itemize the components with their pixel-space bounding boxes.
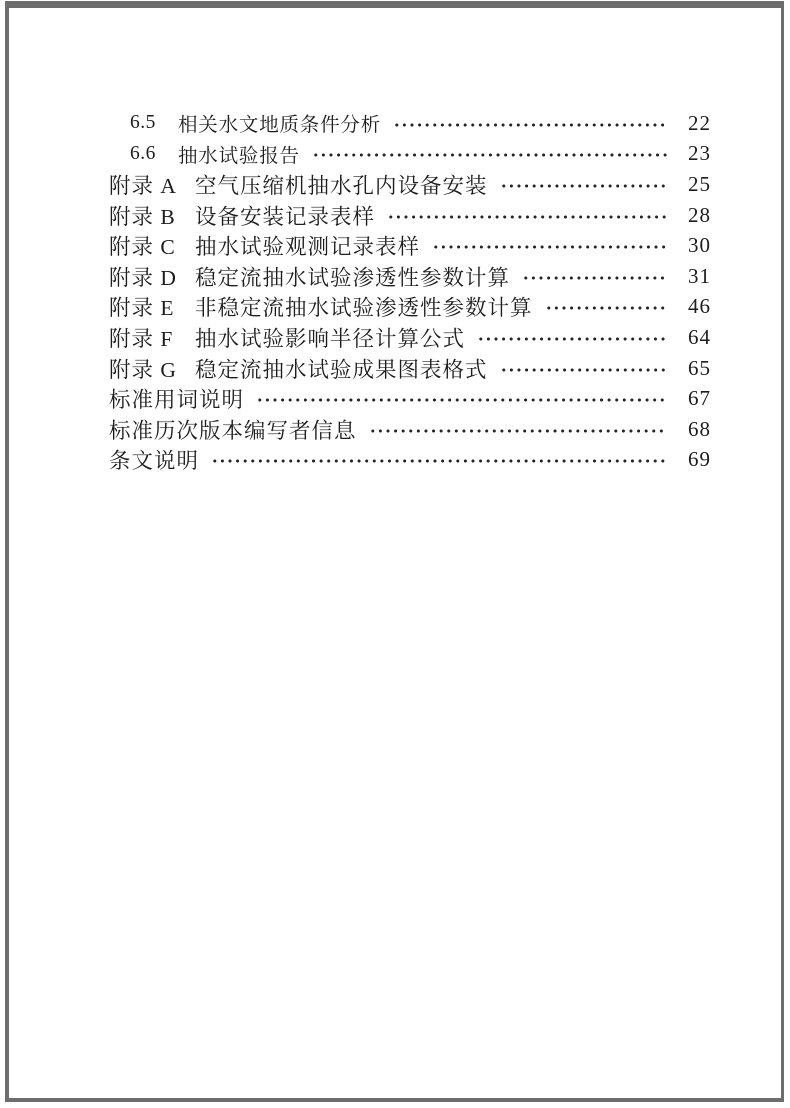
toc-entry xyxy=(109,108,711,139)
dot-leader xyxy=(256,396,667,404)
toc-entry xyxy=(109,230,711,261)
dot-leader xyxy=(369,427,667,435)
toc-entry-title: 空气压缩机抽水孔内设备安装 xyxy=(195,173,488,198)
toc-entry-number: 附录 F xyxy=(109,326,174,351)
toc-entry xyxy=(109,169,711,200)
toc-entry-number: 附录 G xyxy=(109,357,177,382)
toc-entry xyxy=(109,139,711,170)
toc-entry xyxy=(109,322,711,353)
toc-entry xyxy=(109,445,711,476)
toc-entry-page: 69 xyxy=(688,447,711,472)
toc-entry-page: 30 xyxy=(688,233,711,258)
toc-entry-number: 附录 A xyxy=(109,173,177,198)
toc-list xyxy=(109,108,711,475)
toc-entry-title: 设备安装记录表样 xyxy=(195,204,376,229)
toc-entry-page: 22 xyxy=(688,110,711,135)
toc-entry-title: 非稳定流抽水试验渗透性参数计算 xyxy=(195,296,533,321)
dot-leader xyxy=(432,243,667,251)
toc-entry-page: 65 xyxy=(688,355,711,380)
toc-entry xyxy=(109,383,711,414)
dot-leader xyxy=(312,151,667,159)
dot-leader xyxy=(393,121,667,129)
dot-leader xyxy=(500,182,667,190)
toc-entry xyxy=(109,353,711,384)
toc-entry-title: 相关水文地质条件分析 xyxy=(178,115,382,137)
toc-entry-number: 附录 E xyxy=(109,296,175,321)
toc-entry-page: 68 xyxy=(688,416,711,441)
toc-entry-number: 6.6 xyxy=(130,142,156,164)
toc-entry-page: 23 xyxy=(688,141,711,166)
toc-entry xyxy=(109,414,711,445)
dot-leader xyxy=(211,457,667,465)
dot-leader xyxy=(387,213,667,221)
toc-entry xyxy=(109,261,711,292)
dot-leader xyxy=(500,366,667,374)
toc-entry xyxy=(109,200,711,231)
toc-entry-title: 稳定流抽水试验渗透性参数计算 xyxy=(195,265,511,290)
toc-entry-page: 25 xyxy=(688,171,711,196)
toc-entry-page: 64 xyxy=(688,324,711,349)
dot-leader xyxy=(522,274,667,282)
toc-entry-page: 46 xyxy=(688,294,711,319)
toc-entry-page: 31 xyxy=(688,263,711,288)
toc-entry-number: 6.5 xyxy=(130,112,156,134)
dot-leader xyxy=(477,335,667,343)
toc-entry-page: 67 xyxy=(688,386,711,411)
toc-entry-number: 附录 D xyxy=(109,265,177,290)
toc-entry-title: 抽水试验报告 xyxy=(178,145,300,167)
toc-entry-title: 抽水试验影响半径计算公式 xyxy=(195,326,466,351)
toc-entry-page: 28 xyxy=(688,202,711,227)
toc-entry-title: 标准历次版本编写者信息 xyxy=(109,418,357,443)
toc-entry xyxy=(109,292,711,323)
toc-entry-number: 附录 B xyxy=(109,204,176,229)
page-border-frame xyxy=(5,1,784,1102)
toc-entry-title: 抽水试验观测记录表样 xyxy=(195,235,421,260)
toc-entry-title: 稳定流抽水试验成果图表格式 xyxy=(195,357,488,382)
toc-entry-title: 标准用词说明 xyxy=(109,388,245,413)
dot-leader xyxy=(545,304,667,312)
toc-entry-number: 附录 C xyxy=(109,235,176,260)
toc-entry-title: 条文说明 xyxy=(109,449,200,474)
